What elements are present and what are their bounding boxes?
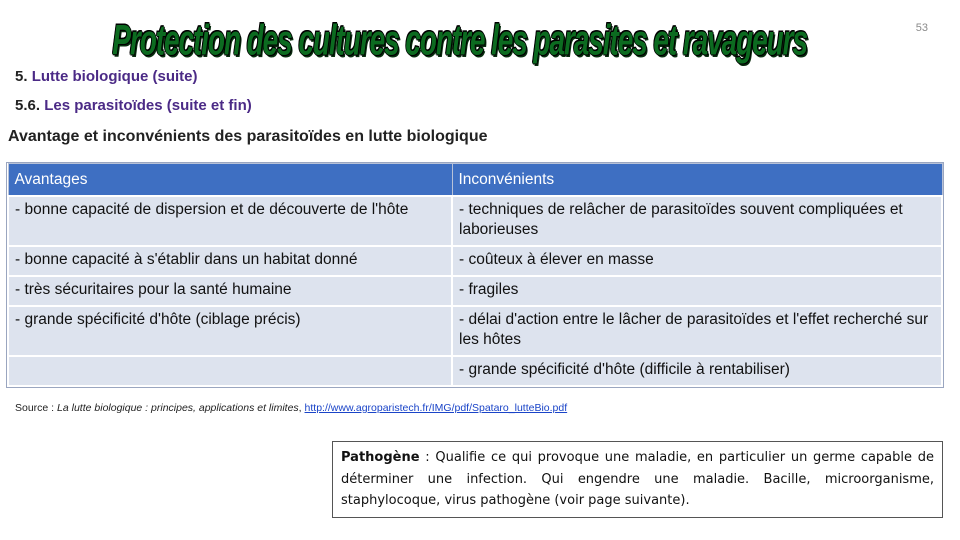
slide-title-text: Protection des cultures contre les parasites et ravageurs — [112, 15, 808, 64]
definition-text: : Qualifie ce qui provoque une maladie, en particulier un germe capable de déterminer une infection. Qui engendre une maladie. Bacille, microorganisme, staphylocoque, virus pathogène (voir page suivante). — [341, 450, 934, 508]
source-link[interactable]: http://www.agroparistech.fr/IMG/pdf/Spataro_lutteBio.pdf — [304, 402, 568, 414]
disadvantage-cell: - grande spécificité d'hôte (difficile à rentabiliser) — [452, 356, 942, 386]
page-number: 53 — [915, 22, 928, 34]
table-row — [8, 306, 942, 356]
section-label: Lutte biologique (suite) — [31, 68, 198, 85]
advantage-cell: - bonne capacité à s'établir dans un habitat donné — [8, 246, 452, 276]
header-disadvantages: Inconvénients — [452, 164, 942, 197]
advantage-cell — [8, 356, 452, 386]
table-heading: Avantage et inconvénients des parasitoïdes en lutte biologique — [8, 128, 488, 145]
table-row — [8, 356, 942, 386]
definition-box — [332, 441, 943, 518]
slide-title — [80, 10, 840, 70]
section-heading — [15, 68, 198, 85]
table-row — [8, 246, 942, 276]
disadvantage-cell: - délai d'action entre le lâcher de parasitoïdes et l'effet recherché sur les hôtes — [452, 306, 942, 356]
definition-term: Pathogène — [341, 450, 420, 465]
source-separator: , — [298, 402, 305, 414]
table-row — [8, 196, 942, 246]
advantage-cell: - grande spécificité d'hôte (ciblage précis) — [8, 306, 452, 356]
subsection-label: Les parasitoïdes (suite et fin) — [44, 97, 252, 114]
header-advantages: Avantages — [8, 164, 452, 197]
advantage-cell: - très sécuritaires pour la santé humaine — [8, 276, 452, 306]
source-prefix: Source : — [15, 402, 58, 414]
disadvantage-cell: - techniques de relâcher de parasitoïdes souvent compliquées et laborieuses — [452, 196, 942, 246]
pros-cons-table — [7, 163, 943, 387]
subsection-number: 5.6. — [15, 97, 41, 114]
disadvantage-cell: - coûteux à élever en masse — [452, 246, 942, 276]
advantage-cell: - bonne capacité de dispersion et de découverte de l'hôte — [8, 196, 452, 246]
section-number: 5. — [15, 68, 28, 85]
table-row — [8, 276, 942, 306]
disadvantage-cell: - fragiles — [452, 276, 942, 306]
source-citation — [15, 402, 567, 414]
table-header-row — [8, 164, 942, 197]
source-work-title: La lutte biologique : principes, applications et limites — [57, 402, 299, 414]
subsection-heading — [15, 97, 252, 114]
